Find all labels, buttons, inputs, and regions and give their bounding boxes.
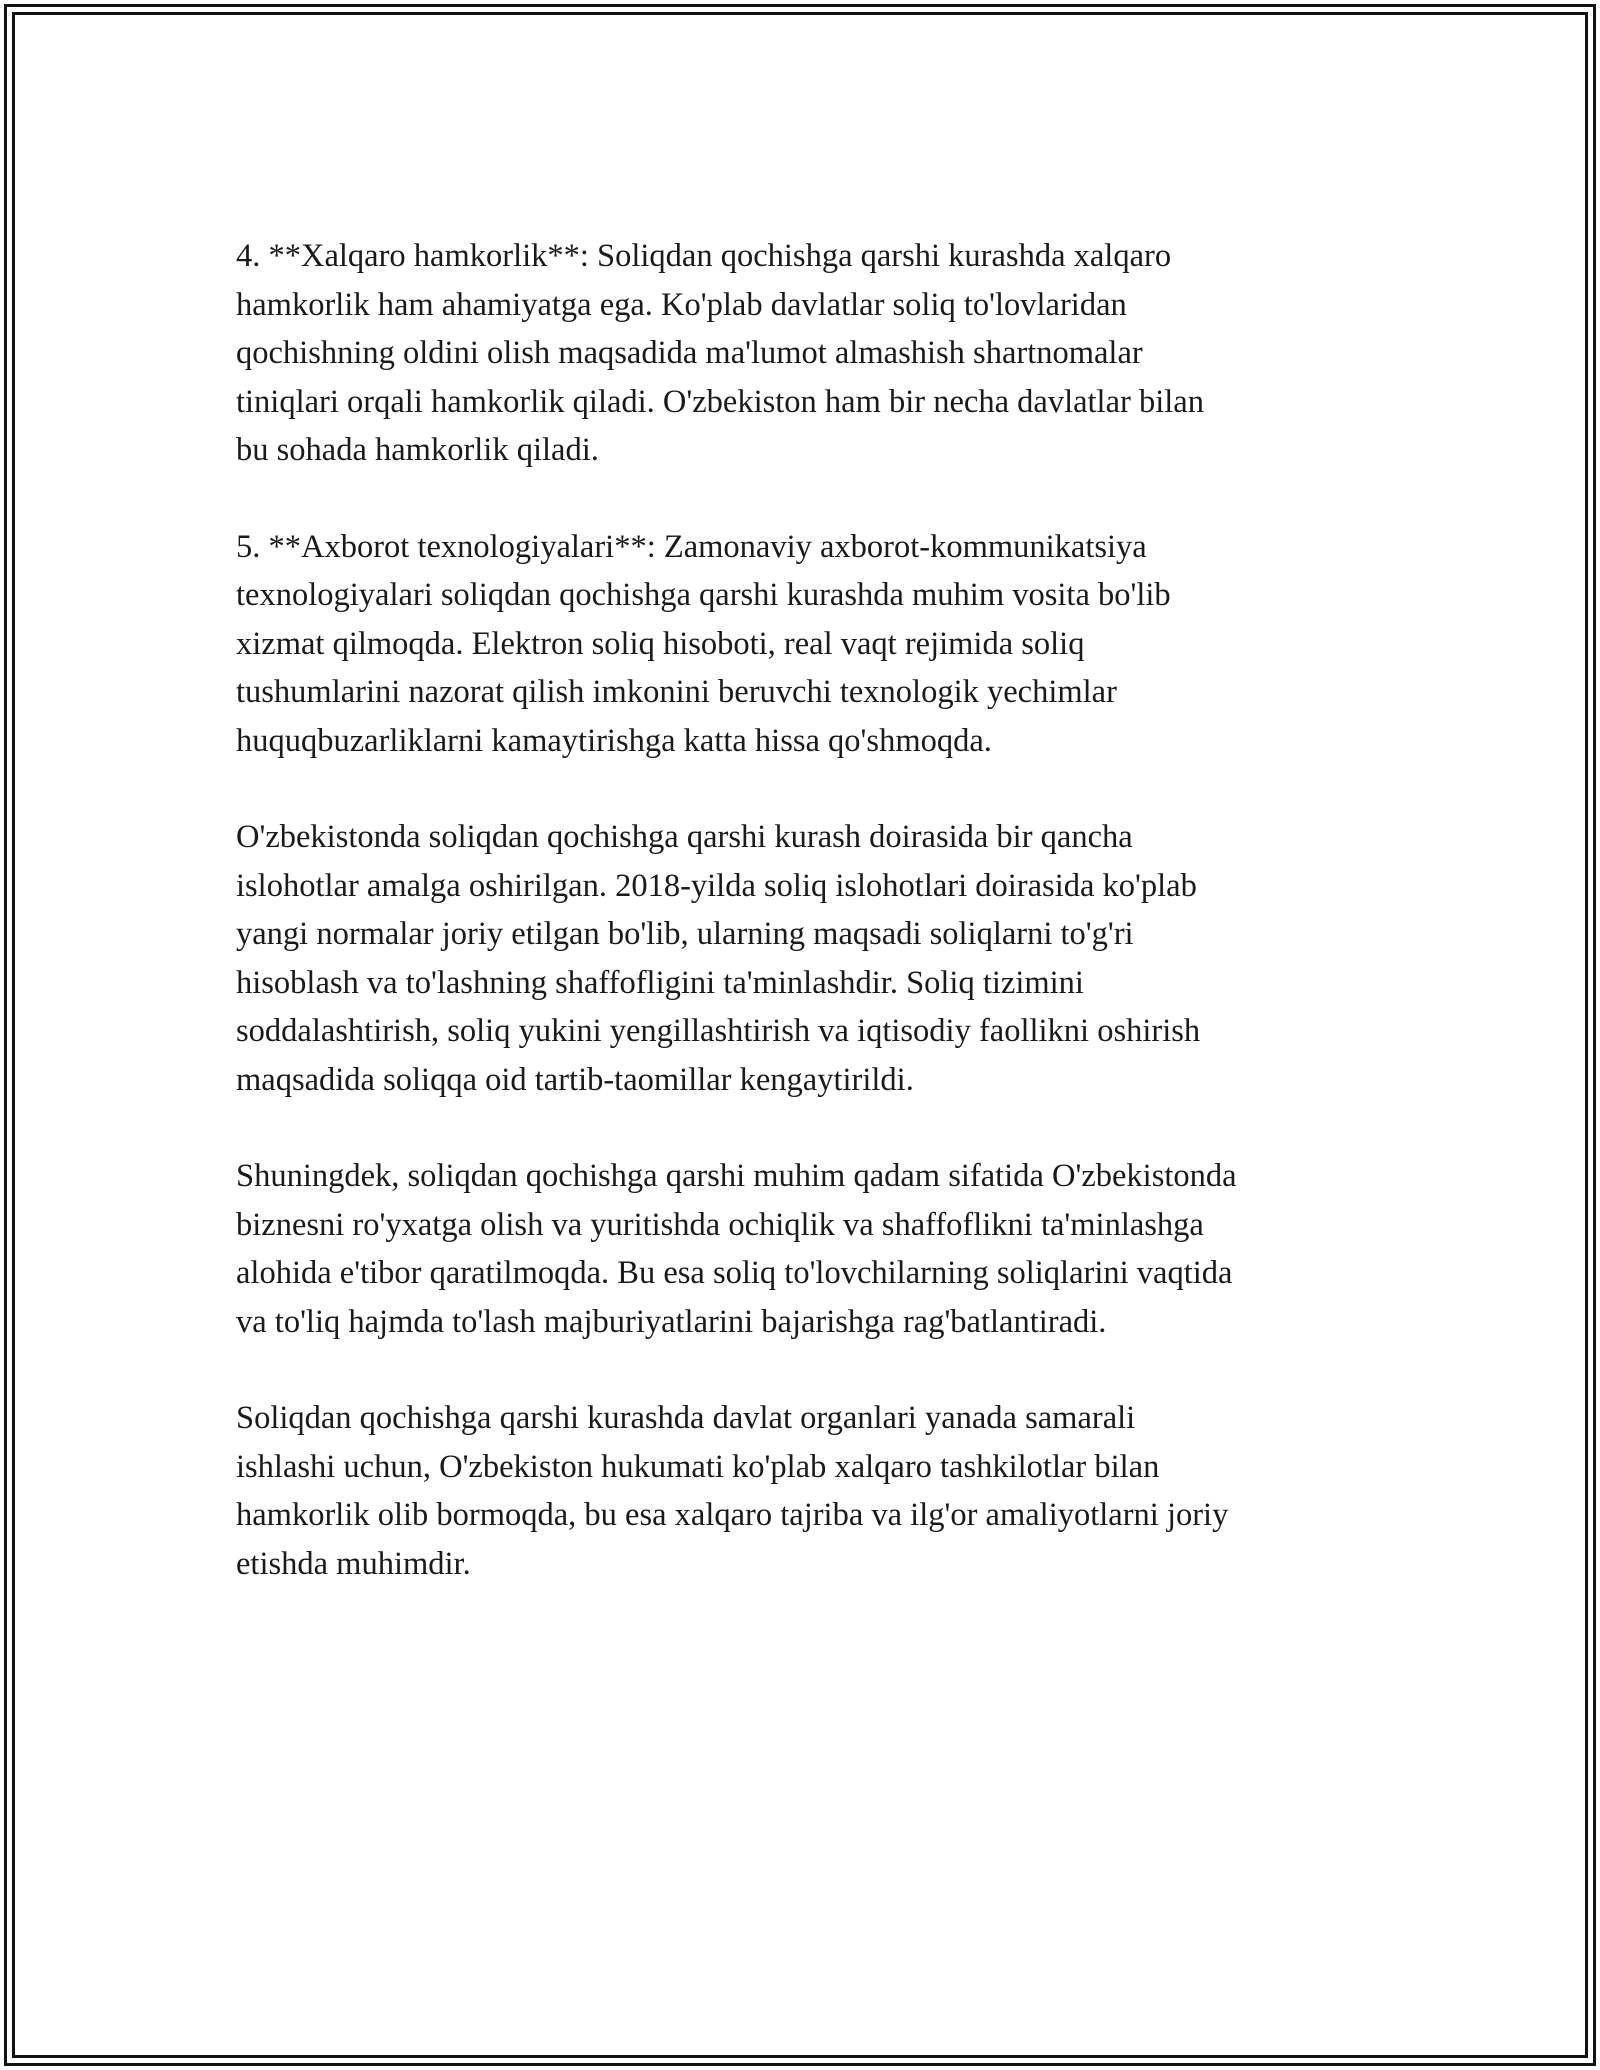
paragraph-international-cooperation: 4. **Xalqaro hamkorlik**: Soliqdan qochishga qarshi kurashda xalqaro hamkorlik ham ahamiyatga ega. Ko'plab davlatlar soliq to'lovlaridan qochishning oldini olish maqsadida ma'lumot almashish shartnomalar tiniqlari orqali hamkorlik qiladi. O'zbekiston ham bir necha davlatlar bilan bu sohada hamkorlik qiladi. — [236, 238, 1204, 468]
paragraph-business-transparency: Shuningdek, soliqdan qochishga qarshi muhim qadam sifatida O'zbekistonda biznesni ro'yxatga olish va yuritishda ochiqlik va shaffoflikni ta'minlashga alohida e'tibor qaratilmoqda. Bu esa soliq to'lovchilarning soliqlarini vaqtida va to'liq hajmda to'lash majburiyatlarini bajarishga rag'batlantiradi. — [236, 1158, 1237, 1340]
paragraph-information-technology: 5. **Axborot texnologiyalari**: Zamonaviy axborot-kommunikatsiya texnologiyalari soliqdan qochishga qarshi kurashda muhim vosita bo'lib xizmat qilmoqda. Elektron soliq hisoboti, real vaqt rejimida soliq tushumlarini nazorat qilish imkonini beruvchi texnologik yechimlar huquqbuzarliklarni kamaytirishga katta hissa qo'shmoqda. — [236, 528, 1171, 759]
document-body — [236, 232, 1376, 1636]
paragraph-uzbekistan-reforms: O'zbekistonda soliqdan qochishga qarshi kurash doirasida bir qancha islohotlar amalga oshirilgan. 2018-yilda soliq islohotlari doirasida ko'plab yangi normalar joriy etilgan bo'lib, ularning maqsadi soliqlarni to'g'ri hisoblash va to'lashning shaffofligini ta'minlashdir. Soliq tizimini soddalashtirish, soliq yukini yengillashtirish va iqtisodiy faollikni oshirish maqsadida soliqqa oid tartib-taomillar kengaytirildi. — [236, 819, 1201, 1098]
paragraph-government-cooperation: Soliqdan qochishga qarshi kurashda davlat organlari yanada samarali ishlashi uchun, O'zbekiston hukumati ko'plab xalqaro tashkilotlar bilan hamkorlik olib bormoqda, bu esa xalqaro tajriba va ilg'or amaliyotlarni joriy etishda muhimdir. — [236, 1400, 1229, 1582]
